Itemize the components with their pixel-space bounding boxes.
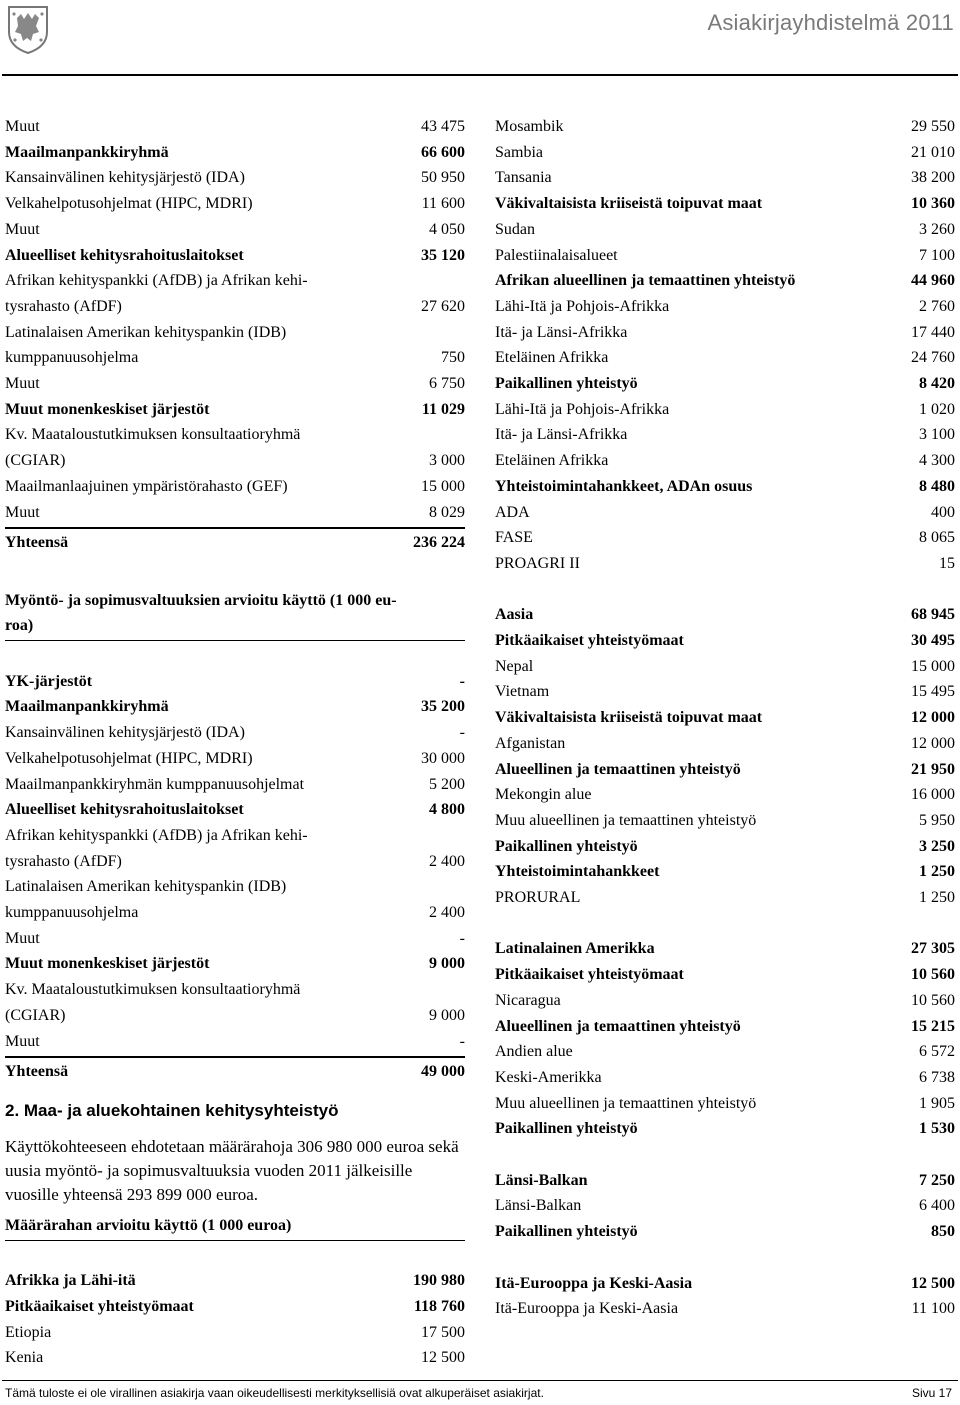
- table-row: [495, 988, 955, 1014]
- row-value: 38 200: [911, 169, 955, 187]
- row-value: 17 440: [911, 323, 955, 341]
- row-label: Länsi-Balkan: [495, 1197, 582, 1215]
- allocation-table-2: [5, 669, 465, 1055]
- total-value: 49 000: [421, 1063, 465, 1081]
- row-value: 9 000: [429, 1006, 465, 1024]
- row-label: Väkivaltaisista kriiseistä toipuvat maat: [495, 195, 763, 213]
- page-number: Sivu 17: [911, 1386, 952, 1400]
- table-row: [495, 525, 955, 551]
- row-label: Itä- ja Länsi-Afrikka: [495, 323, 628, 341]
- allocation-table-1: [5, 114, 465, 525]
- row-label: Velkahelpotusohjelmat (HIPC, MDRI): [5, 195, 253, 213]
- table-row: [495, 474, 955, 500]
- row-label: Muut: [5, 929, 40, 947]
- table-row: [495, 320, 955, 346]
- table-row: [5, 772, 465, 798]
- table-row: [495, 1193, 955, 1219]
- row-label: Paikallinen yhteistyö: [495, 375, 638, 393]
- row-value: 66 600: [421, 143, 465, 161]
- table-row: [495, 654, 955, 680]
- table-row: [495, 808, 955, 834]
- row-label: Latinalaisen Amerikan kehityspankin (IDB) kumppanuusohjelma: [5, 323, 287, 367]
- table-row: [495, 962, 955, 988]
- row-value: 35 200: [421, 698, 465, 716]
- row-label: Eteläinen Afrikka: [495, 452, 609, 470]
- header-divider: [2, 74, 958, 76]
- table-row: [495, 705, 955, 731]
- allocation-table-3: [5, 1268, 465, 1371]
- row-value: 4 800: [429, 801, 465, 819]
- row-value: 6 738: [919, 1068, 955, 1086]
- table-row: [5, 746, 465, 772]
- row-value: 35 120: [421, 246, 465, 264]
- row-label: Muut: [5, 1032, 40, 1050]
- footer-disclaimer: Tämä tuloste ei ole virallinen asiakirja vaan oikeudellisesti merkityksellisiä ovat alkuperäiset asiakirjat.: [5, 1386, 544, 1400]
- row-value: 12 500: [911, 1274, 955, 1292]
- row-label: Kv. Maataloustutkimuksen konsultaatioryhmä (CGIAR): [5, 426, 301, 470]
- table-row: [5, 217, 465, 243]
- table-row: [495, 551, 955, 577]
- row-label: FASE: [495, 529, 533, 547]
- row-label: Andien alue: [495, 1043, 573, 1061]
- row-value: 3 100: [919, 426, 955, 444]
- row-label: Muu alueellinen ja temaattinen yhteistyö: [495, 811, 757, 829]
- total-value: 236 224: [413, 534, 465, 552]
- row-label: Sudan: [495, 220, 535, 238]
- table-row: [5, 1294, 465, 1320]
- row-value: 10 560: [911, 991, 955, 1009]
- table-row: [5, 1268, 465, 1294]
- row-label: Alueelliset kehitysrahoituslaitokset: [5, 246, 244, 264]
- row-value: 30 000: [421, 749, 465, 767]
- row-value: 5 950: [919, 811, 955, 829]
- table-row: [5, 823, 465, 874]
- row-label: Palestiinalaisalueet: [495, 246, 618, 264]
- row-value: 15 215: [911, 1017, 955, 1035]
- table-row: [5, 397, 465, 423]
- row-label: Alueellinen ja temaattinen yhteistyö: [495, 1017, 741, 1035]
- row-label: Pitkäaikaiset yhteistyömaat: [495, 966, 684, 984]
- row-value: 750: [441, 349, 465, 367]
- table-row: [5, 165, 465, 191]
- table-row: [495, 859, 955, 885]
- row-label: Paikallinen yhteistyö: [495, 1120, 638, 1138]
- row-value: 118 760: [413, 1298, 465, 1316]
- section-heading: 2. Maa- ja aluekohtainen kehitysyhteistyö: [5, 1100, 339, 1120]
- row-value: 8 065: [919, 529, 955, 547]
- row-label: Alueelliset kehitysrahoituslaitokset: [5, 801, 244, 819]
- table-row: [495, 1065, 955, 1091]
- row-label: Itä-Eurooppa ja Keski-Aasia: [495, 1274, 693, 1292]
- row-value: 27 620: [421, 297, 465, 315]
- row-value: 15 000: [911, 657, 955, 675]
- row-label: Etiopia: [5, 1323, 52, 1341]
- row-value: 1 905: [919, 1094, 955, 1112]
- table-row: [495, 679, 955, 705]
- row-value: 43 475: [421, 118, 465, 135]
- row-label: Itä- ja Länsi-Afrikka: [495, 426, 628, 444]
- table-row: [495, 1168, 955, 1194]
- row-label: Muut: [5, 503, 40, 521]
- row-label: Latinalainen Amerikka: [495, 940, 655, 958]
- footer: [5, 1386, 952, 1400]
- row-label: Tansania: [495, 169, 552, 187]
- table-row: [495, 268, 955, 294]
- table-row: [495, 834, 955, 860]
- table-row: [495, 140, 955, 166]
- row-label: Afrikan alueellinen ja temaattinen yhteistyö: [495, 272, 796, 290]
- table-row: [495, 782, 955, 808]
- table-row: [5, 371, 465, 397]
- table-row: [5, 926, 465, 952]
- row-label: Muut monenkeskiset järjestöt: [5, 955, 210, 973]
- table-row: [5, 140, 465, 166]
- table-row: [495, 1014, 955, 1040]
- row-value: 1 250: [919, 863, 955, 881]
- row-value: 30 495: [911, 632, 955, 650]
- row-value: 9 000: [429, 955, 465, 973]
- row-label: Afganistan: [495, 734, 566, 752]
- row-label: Maailmanlaajuinen ympäristörahasto (GEF): [5, 477, 288, 495]
- row-value: 44 960: [911, 272, 955, 290]
- row-label: PROAGRI II: [495, 554, 580, 572]
- row-value: 6 750: [429, 375, 465, 393]
- table-row: [495, 422, 955, 448]
- table-row: [5, 320, 465, 371]
- table-row: [495, 114, 955, 140]
- total-label: Yhteensä: [5, 534, 69, 552]
- row-label: Nicaragua: [495, 991, 561, 1009]
- row-label: Velkahelpotusohjelmat (HIPC, MDRI): [5, 749, 253, 767]
- row-label: Vietnam: [495, 683, 550, 701]
- table-row: [495, 294, 955, 320]
- row-value: 11 600: [421, 195, 465, 213]
- row-value: 50 950: [421, 169, 465, 187]
- total-row-2: [5, 1056, 465, 1085]
- table-row: [5, 1320, 465, 1346]
- table-row: [495, 936, 955, 962]
- row-label: Muut monenkeskiset järjestöt: [5, 400, 210, 418]
- row-label: Paikallinen yhteistyö: [495, 1223, 638, 1241]
- row-value: 6 572: [919, 1043, 955, 1061]
- table-row: [5, 797, 465, 823]
- row-value: 12 000: [911, 734, 955, 752]
- coat-of-arms-logo: [5, 4, 51, 54]
- row-value: 68 945: [911, 606, 955, 624]
- document-title: Asiakirjayhdistelmä 2011: [707, 10, 954, 35]
- row-value: 21 950: [911, 760, 955, 778]
- table-row: [495, 1091, 955, 1117]
- total-label: Yhteensä: [5, 1063, 69, 1081]
- table-row: [495, 165, 955, 191]
- row-label: Yhteistoimintahankkeet: [495, 863, 660, 881]
- row-label: Nepal: [495, 657, 534, 675]
- row-value: 400: [931, 503, 955, 521]
- right-column: [495, 114, 955, 1322]
- row-label: Muu alueellinen ja temaattinen yhteistyö: [495, 1094, 757, 1112]
- row-label: Keski-Amerikka: [495, 1068, 602, 1086]
- row-label: Paikallinen yhteistyö: [495, 837, 638, 855]
- row-label: Afrikka ja Lähi-itä: [5, 1272, 136, 1290]
- table-row: [495, 1271, 955, 1297]
- table-row: [495, 628, 955, 654]
- table-row: [5, 422, 465, 473]
- table-row: [5, 951, 465, 977]
- row-value: 850: [931, 1223, 955, 1241]
- row-value: 15 000: [421, 477, 465, 495]
- row-label: Lähi-Itä ja Pohjois-Afrikka: [495, 400, 670, 418]
- table-row: [5, 114, 465, 140]
- table-row: [495, 448, 955, 474]
- row-label: Maailmanpankkiryhmä: [5, 143, 169, 161]
- table-row: [5, 977, 465, 1028]
- row-value: 6 400: [919, 1197, 955, 1215]
- row-value: 11 100: [911, 1300, 955, 1318]
- row-value: 10 360: [911, 195, 955, 213]
- row-value: 12 000: [911, 709, 955, 727]
- body-paragraph: Käyttökohteeseen ehdotetaan määrärahoja 306 980 000 euroa sekä uusia myöntö- ja sopimusvaltuuksia vuoden 2011 jälkeisille vuosille yhteensä 293 899 000 euroa.: [5, 1136, 459, 1204]
- table-row: [495, 757, 955, 783]
- row-value: 1 250: [919, 889, 955, 907]
- table-row: [5, 1029, 465, 1055]
- row-value: 3 250: [919, 837, 955, 855]
- row-value: -: [459, 672, 465, 690]
- row-label: Lähi-Itä ja Pohjois-Afrikka: [495, 297, 670, 315]
- row-value: 15: [939, 554, 955, 572]
- row-label: Länsi-Balkan: [495, 1171, 588, 1189]
- left-column: [5, 114, 465, 1371]
- table-row: [495, 1296, 955, 1322]
- row-label: Pitkäaikaiset yhteistyömaat: [495, 632, 684, 650]
- row-label: Kv. Maataloustutkimuksen konsultaatioryhmä (CGIAR): [5, 981, 301, 1024]
- row-label: Maailmanpankkiryhmä: [5, 698, 169, 716]
- row-value: 8 029: [429, 503, 465, 521]
- row-value: 27 305: [911, 940, 955, 958]
- row-value: 11 029: [421, 400, 465, 418]
- row-value: 10 560: [911, 966, 955, 984]
- row-label: Väkivaltaisista kriiseistä toipuvat maat: [495, 709, 763, 727]
- table-row: [495, 371, 955, 397]
- table-row: [5, 243, 465, 269]
- row-value: -: [459, 1032, 465, 1050]
- row-value: 24 760: [911, 349, 955, 367]
- row-value: 4 050: [429, 220, 465, 238]
- footer-divider: [2, 1380, 958, 1381]
- row-label: ADA: [495, 503, 530, 521]
- row-label: Sambia: [495, 143, 543, 161]
- row-label: Aasia: [495, 606, 534, 624]
- table-caption-3: Määrärahan arvioitu käyttö (1 000 euroa): [5, 1213, 465, 1241]
- table-row: [5, 694, 465, 720]
- row-label: Itä-Eurooppa ja Keski-Aasia: [495, 1300, 679, 1318]
- row-value: 1 020: [919, 400, 955, 418]
- row-label: Alueellinen ja temaattinen yhteistyö: [495, 760, 741, 778]
- row-label: Mosambik: [495, 118, 564, 135]
- table-row: [495, 1039, 955, 1065]
- row-label: Mekongin alue: [495, 786, 592, 804]
- row-label: YK-järjestöt: [5, 672, 93, 690]
- row-label: Muut: [5, 118, 40, 135]
- row-value: 2 400: [429, 852, 465, 870]
- row-label: Eteläinen Afrikka: [495, 349, 609, 367]
- table-row: [5, 474, 465, 500]
- row-value: 2 760: [919, 297, 955, 315]
- row-value: 190 980: [413, 1272, 465, 1290]
- row-label: Kansainvälinen kehitysjärjestö (IDA): [5, 169, 245, 187]
- row-value: 8 420: [919, 375, 955, 393]
- table-row: [495, 602, 955, 628]
- table-row: [5, 191, 465, 217]
- table-row: [495, 397, 955, 423]
- table-row: [495, 191, 955, 217]
- row-value: -: [459, 929, 465, 947]
- row-value: 1 530: [919, 1120, 955, 1138]
- row-label: Kansainvälinen kehitysjärjestö (IDA): [5, 724, 245, 742]
- row-label: Pitkäaikaiset yhteistyömaat: [5, 1298, 194, 1316]
- row-label: Muut: [5, 220, 40, 238]
- table-row: [495, 1219, 955, 1245]
- table-row: [495, 500, 955, 526]
- row-value: 7 100: [919, 246, 955, 264]
- row-label: Latinalaisen Amerikan kehityspankin (IDB) kumppanuusohjelma: [5, 878, 287, 922]
- row-value: -: [459, 724, 465, 742]
- table-row: [5, 268, 465, 319]
- row-value: 5 200: [429, 775, 465, 793]
- row-label: Maailmanpankkiryhmän kumppanuusohjelmat: [5, 775, 305, 793]
- table-row: [5, 1345, 465, 1371]
- table-row: [5, 874, 465, 925]
- row-value: 16 000: [911, 786, 955, 804]
- row-value: 2 400: [429, 904, 465, 922]
- table-row: [495, 217, 955, 243]
- row-value: 3 000: [429, 452, 465, 470]
- table-row: [5, 669, 465, 695]
- table-row: [495, 1116, 955, 1142]
- row-value: 21 010: [911, 143, 955, 161]
- row-label: Yhteistoimintahankkeet, ADAn osuus: [495, 477, 753, 495]
- table-row: [495, 731, 955, 757]
- table-row: [495, 885, 955, 911]
- row-value: 17 500: [421, 1323, 465, 1341]
- row-value: 7 250: [919, 1171, 955, 1189]
- row-value: 4 300: [919, 452, 955, 470]
- row-label: Kenia: [5, 1349, 44, 1367]
- row-value: 15 495: [911, 683, 955, 701]
- table-row: [5, 500, 465, 526]
- row-label: PRORURAL: [495, 889, 581, 907]
- row-label: Afrikan kehityspankki (AfDB) ja Afrikan kehi- tysrahasto (AfDF): [5, 826, 308, 870]
- row-label: Afrikan kehityspankki (AfDB) ja Afrikan kehi- tysrahasto (AfDF): [5, 272, 308, 315]
- total-row-1: [5, 527, 465, 556]
- row-value: 29 550: [911, 118, 955, 135]
- table-row: [495, 345, 955, 371]
- row-value: 3 260: [919, 220, 955, 238]
- row-label: Muut: [5, 375, 40, 393]
- table-row: [5, 720, 465, 746]
- row-value: 12 500: [421, 1349, 465, 1367]
- table-caption-2: Myöntö- ja sopimusvaltuuksien arvioitu käyttö (1 000 eu- roa): [5, 588, 465, 641]
- row-value: 8 480: [919, 477, 955, 495]
- table-row: [495, 243, 955, 269]
